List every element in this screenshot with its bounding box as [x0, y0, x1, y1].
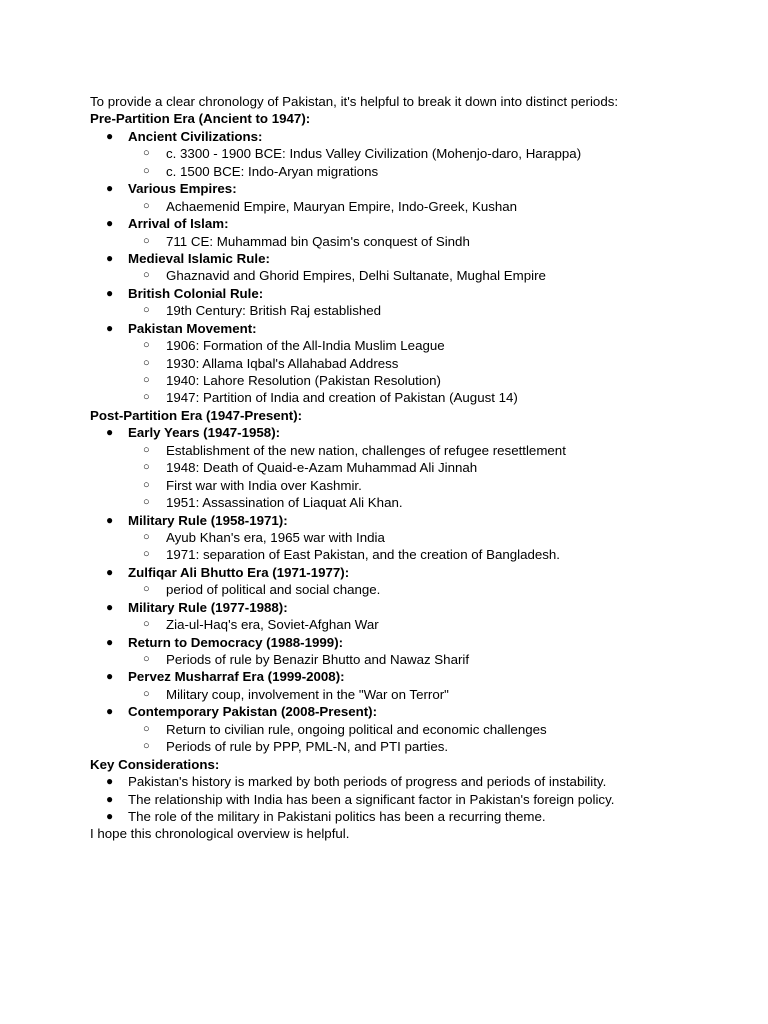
event-item-text: Establishment of the new nation, challenges of refugee resettlement — [166, 442, 566, 458]
bullet-disc-icon: ● — [106, 791, 114, 806]
bullet-circle-icon: ○ — [143, 443, 150, 456]
bullet-circle-icon: ○ — [143, 618, 150, 631]
consideration-item — [90, 808, 730, 825]
event-item-text: 1947: Partition of India and creation of Pakistan (August 14) — [166, 390, 518, 406]
bullet-circle-icon: ○ — [143, 374, 150, 386]
event-item — [90, 198, 730, 215]
period-item — [90, 215, 730, 232]
event-item — [90, 494, 730, 511]
event-item-text: 19th Century: British Raj established — [166, 303, 382, 319]
event-item — [90, 546, 730, 563]
bullet-circle-icon: ○ — [143, 164, 150, 177]
event-item — [90, 145, 730, 162]
period-item-text: Military Rule (1958-1971): — [128, 512, 288, 528]
event-item — [90, 389, 730, 406]
section-heading: Post-Partition Era (1947-Present): — [90, 407, 303, 423]
bullet-circle-icon: ○ — [143, 147, 150, 160]
period-item — [90, 424, 730, 441]
considerations-list — [90, 773, 730, 825]
bullet-disc-icon: ● — [106, 425, 114, 440]
period-item — [90, 564, 730, 581]
event-item-text: Zia-ul-Haq's era, Soviet-Afghan War — [166, 617, 379, 633]
period-item-text: Pakistan Movement: — [128, 320, 257, 336]
event-item-text: 1930: Allama Iqbal's Allahabad Address — [166, 355, 399, 371]
event-item — [90, 721, 730, 738]
event-item — [90, 529, 730, 546]
bullet-disc-icon: ● — [106, 599, 114, 614]
consideration-item-text: The relationship with India has been a significant factor in Pakistan's foreign policy. — [128, 791, 615, 807]
period-item-text: Military Rule (1977-1988): — [128, 599, 288, 615]
bullet-circle-icon: ○ — [143, 234, 150, 247]
bullet-circle-icon: ○ — [143, 391, 150, 404]
event-item-text: First war with India over Kashmir. — [166, 477, 362, 493]
event-item — [90, 738, 730, 755]
bullet-circle-icon: ○ — [143, 269, 150, 282]
bullet-circle-icon: ○ — [143, 653, 150, 665]
event-item — [90, 355, 730, 372]
event-item-text: 1971: separation of East Pakistan, and the creation of Bangladesh. — [166, 547, 561, 563]
period-item — [90, 634, 730, 651]
event-item — [90, 581, 730, 598]
event-item — [90, 616, 730, 633]
period-item-text: Early Years (1947-1958): — [128, 425, 281, 441]
period-item-text: Arrival of Islam: — [128, 216, 229, 232]
event-item-text: 1906: Formation of the All-India Muslim League — [166, 338, 445, 354]
event-item — [90, 477, 730, 494]
bullet-circle-icon: ○ — [143, 740, 150, 753]
period-item-text: Various Empires: — [128, 181, 237, 197]
period-item — [90, 703, 730, 720]
event-item — [90, 267, 730, 284]
period-item-text: Zulfiqar Ali Bhutto Era (1971-1977): — [128, 564, 350, 580]
bullet-circle-icon: ○ — [143, 583, 150, 596]
event-item-text: Ayub Khan's era, 1965 war with India — [166, 529, 385, 545]
event-item — [90, 651, 730, 668]
consideration-item-text: Pakistan's history is marked by both periods of progress and periods of instability. — [128, 774, 607, 790]
bullet-disc-icon: ● — [106, 128, 114, 143]
event-item-text: 1948: Death of Quaid-e-Azam Muhammad Ali Jinnah — [166, 460, 478, 476]
bullet-circle-icon: ○ — [143, 530, 150, 543]
event-item-text: c. 3300 - 1900 BCE: Indus Valley Civilization (Mohenjo-daro, Harappa) — [166, 146, 582, 162]
bullet-disc-icon: ● — [106, 181, 114, 196]
consideration-item-text: The role of the military in Pakistani politics has been a recurring theme. — [128, 808, 546, 824]
event-item — [90, 163, 730, 180]
bullet-disc-icon: ● — [106, 634, 114, 649]
closing-text: I hope this chronological overview is helpful. — [90, 826, 350, 842]
period-item — [90, 320, 730, 337]
bullet-circle-icon: ○ — [143, 687, 150, 700]
section-heading: Pre-Partition Era (Ancient to 1947): — [90, 111, 311, 127]
bullet-disc-icon: ● — [106, 285, 114, 300]
period-item-text: British Colonial Rule: — [128, 285, 264, 301]
consideration-item — [90, 791, 730, 808]
considerations-heading: Key Considerations: — [90, 756, 220, 772]
period-item-text: Pervez Musharraf Era (1999-2008): — [128, 669, 345, 685]
event-item-text: Achaemenid Empire, Mauryan Empire, Indo-Greek, Kushan — [166, 198, 518, 214]
event-item-text: Periods of rule by Benazir Bhutto and Nawaz Sharif — [166, 652, 470, 667]
period-item-text: Ancient Civilizations: — [128, 128, 263, 144]
bullet-disc-icon: ● — [106, 669, 114, 684]
period-item — [90, 128, 730, 145]
event-item-text: Periods of rule by PPP, PML-N, and PTI parties. — [166, 739, 449, 755]
event-item — [90, 302, 730, 319]
event-item-text: 1940: Lahore Resolution (Pakistan Resolution) — [166, 373, 441, 388]
period-item-text: Contemporary Pakistan (2008-Present): — [128, 704, 378, 720]
period-item — [90, 285, 730, 302]
document-body — [90, 93, 730, 843]
event-item — [90, 459, 730, 476]
bullet-circle-icon: ○ — [143, 461, 150, 474]
period-item — [90, 599, 730, 616]
bullet-disc-icon: ● — [106, 774, 114, 789]
event-item-text: c. 1500 BCE: Indo-Aryan migrations — [166, 163, 379, 179]
bullet-circle-icon: ○ — [143, 478, 150, 491]
bullet-disc-icon: ● — [106, 564, 114, 579]
bullet-circle-icon: ○ — [143, 356, 150, 369]
bullet-circle-icon: ○ — [143, 548, 150, 561]
event-item-text: Return to civilian rule, ongoing political and economic challenges — [166, 721, 547, 737]
period-item — [90, 180, 730, 197]
sections — [90, 110, 730, 755]
event-item-text: Ghaznavid and Ghorid Empires, Delhi Sultanate, Mughal Empire — [166, 268, 546, 284]
period-item-text: Return to Democracy (1988-1999): — [128, 634, 344, 650]
bullet-circle-icon: ○ — [143, 722, 150, 735]
event-item-text: Military coup, involvement in the "War on Terror" — [166, 686, 449, 702]
bullet-disc-icon: ● — [106, 216, 114, 231]
bullet-disc-icon: ● — [106, 512, 114, 527]
bullet-circle-icon: ○ — [143, 304, 150, 317]
bullet-disc-icon: ● — [106, 250, 114, 265]
event-item — [90, 442, 730, 459]
event-item — [90, 686, 730, 703]
bullet-disc-icon: ● — [106, 320, 114, 335]
intro-text: To provide a clear chronology of Pakistan, it's helpful to break it down into distinct periods: — [90, 94, 619, 109]
event-item — [90, 372, 730, 389]
period-item-text: Medieval Islamic Rule: — [128, 250, 270, 266]
period-item — [90, 668, 730, 685]
bullet-circle-icon: ○ — [143, 496, 150, 509]
period-item — [90, 512, 730, 529]
event-item-text: period of political and social change. — [166, 582, 381, 598]
event-item — [90, 337, 730, 354]
bullet-disc-icon: ● — [106, 808, 114, 823]
event-item-text: 1951: Assassination of Liaquat Ali Khan. — [166, 495, 403, 511]
bullet-circle-icon: ○ — [143, 339, 150, 352]
bullet-circle-icon: ○ — [143, 199, 150, 212]
bullet-disc-icon: ● — [106, 704, 114, 719]
period-item — [90, 250, 730, 267]
consideration-item — [90, 773, 730, 790]
event-item-text: 711 CE: Muhammad bin Qasim's conquest of Sindh — [166, 233, 470, 249]
event-item — [90, 233, 730, 250]
